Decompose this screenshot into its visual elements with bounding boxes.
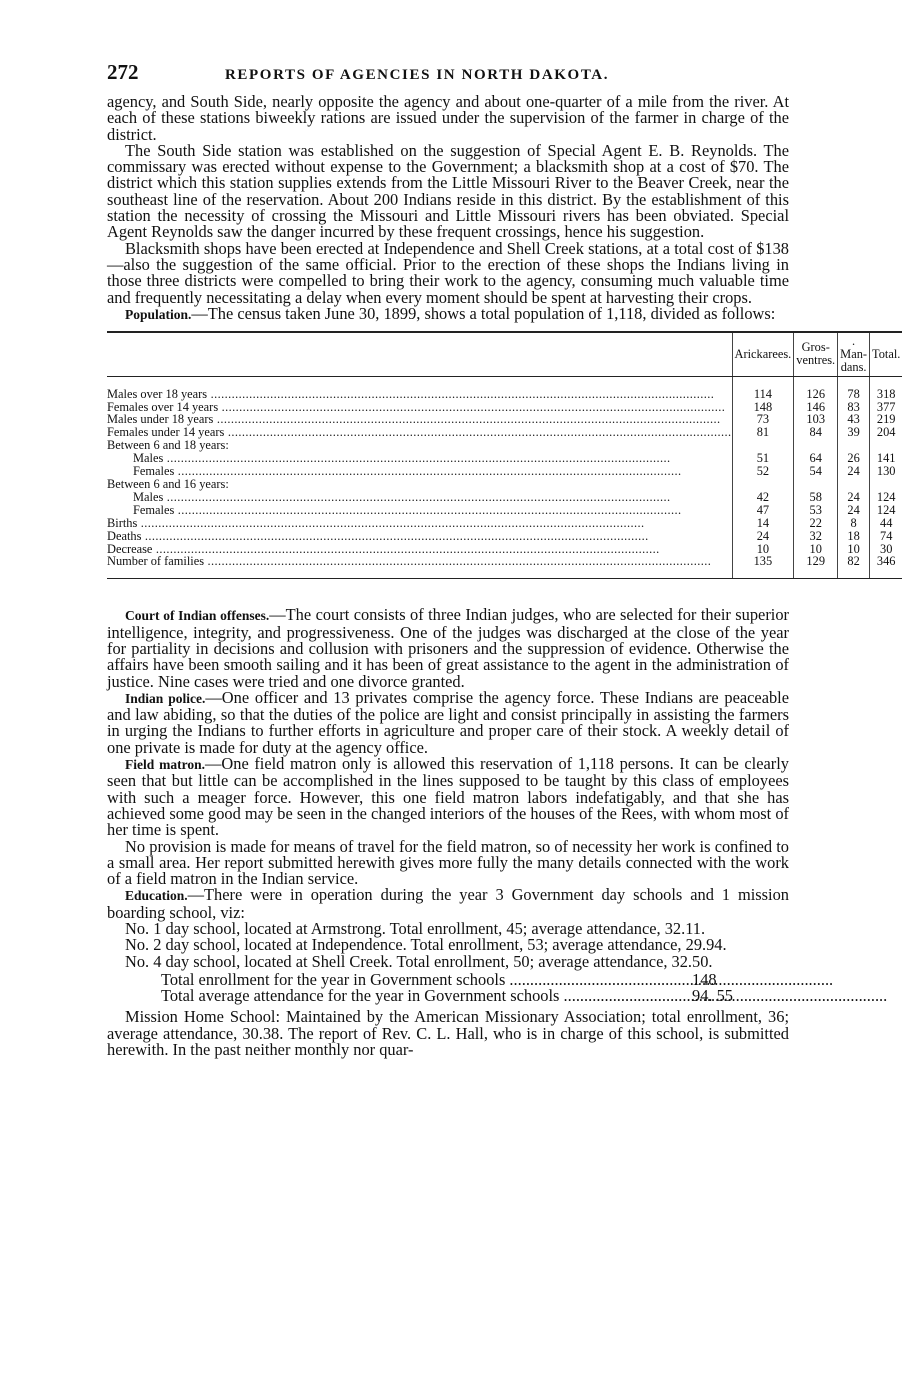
cell: 43 (838, 413, 870, 426)
cell: 30 (870, 543, 902, 556)
cell: 22 (794, 517, 838, 530)
cell: 24 (838, 491, 870, 504)
row-label: Males under 18 years ..... (107, 413, 732, 426)
cell: 146 (794, 401, 838, 414)
cell: 10 (732, 543, 794, 556)
cell: 114 (732, 376, 794, 400)
cell (732, 478, 794, 491)
cell: 51 (732, 452, 794, 465)
paragraph-court (107, 607, 789, 689)
row-label: Deaths ..... (107, 530, 732, 543)
police-heading: Indian police. (125, 690, 206, 706)
cell: 64 (794, 452, 838, 465)
education-heading: Education. (125, 888, 188, 904)
cell: 135 (732, 555, 794, 578)
total-enrollment-value: 148 (692, 969, 717, 989)
cell: 130 (870, 465, 902, 478)
matron-heading: Field matron. (125, 757, 206, 773)
row-label: Females ..... (107, 504, 732, 517)
page-number: 272 (107, 60, 139, 84)
cell: 219 (870, 413, 902, 426)
education-text: —There were in operation during the year 3 Government day schools and 1 mission boarding school, viz: (107, 885, 789, 922)
total-attendance-row (161, 988, 789, 1004)
cell: 10 (794, 543, 838, 556)
total-attendance-value: 94. 55 (692, 986, 733, 1006)
cell: 74 (870, 530, 902, 543)
cell: 204 (870, 426, 902, 439)
col-arickarees: Arickarees. (732, 332, 794, 376)
cell: 318 (870, 376, 902, 400)
cell: 148 (732, 401, 794, 414)
cell: 124 (870, 504, 902, 517)
table-row (107, 504, 902, 517)
school-4: No. 4 day school, located at Shell Creek. Total enrollment, 50; average attendance, 32.50. (125, 951, 713, 971)
cell: 8 (838, 517, 870, 530)
population-heading: Population. (125, 306, 192, 322)
page (107, 60, 901, 1060)
page-header (107, 60, 789, 94)
paragraph-south-side: The South Side station was established on the suggestion of Special Agent E. B. Reynolds. The commissary was erected without expense to the Government; a blacksmith shop at a cost of $70. The district which this station supplies extends from the Little Missouri River to the Beaver Creek, near the southeast line of the reservation. About 200 Indians reside in this district. By the establishment of this station the necessity of crossing the Missouri and Little Missouri rivers has been obviated. Special Agent Reynolds saw the danger incurred by these frequent crossings, hence his suggestion. (107, 140, 789, 242)
row-label: Females over 14 years ..... (107, 401, 732, 414)
paragraph-mission-school: Mission Home School: Maintained by the American Missionary Association; total enrollment, 36; average attendance, 30.38. The report of Rev. C. L. Hall, who is in charge of this school, is submitted herewith. In the past neither monthly nor quar- (107, 1007, 789, 1060)
col-gros-ventres: Gros- ventres. (794, 332, 838, 376)
cell: 346 (870, 555, 902, 578)
total-enrollment-label: Total enrollment for the year in Government schools ..... (161, 972, 688, 988)
cell: 54 (794, 465, 838, 478)
cell: 32 (794, 530, 838, 543)
row-label: Births ..... (107, 517, 732, 530)
row-label: Females ..... (107, 465, 732, 478)
cell: 129 (794, 555, 838, 578)
label-header (107, 332, 732, 376)
paragraph-matron-travel: No provision is made for means of travel for the field matron, so of necessity her work is confined to a small area. Her report submitted herewith gives more fully the many details connected with the work of a field matron in the Indian service. (107, 836, 789, 889)
row-group-label: Between 6 and 16 years: (107, 477, 229, 491)
paragraph-agency-stations: agency, and South Side, nearly opposite the agency and about one-quarter of a mile from the river. At each of these stations biweekly rations are issued under the supervision of the farmer in charge of the district. (107, 92, 789, 144)
cell: 58 (794, 491, 838, 504)
table-row (107, 478, 902, 491)
cell: 141 (870, 452, 902, 465)
col-total: Total. (870, 332, 902, 376)
cell: 44 (870, 517, 902, 530)
cell: 126 (794, 376, 838, 400)
cell: 39 (838, 426, 870, 439)
census-table (107, 331, 902, 579)
table-row (107, 376, 902, 400)
cell: 73 (732, 413, 794, 426)
total-attendance-label: Total average attendance for the year in Government schools ..... (161, 988, 688, 1004)
cell: 26 (838, 452, 870, 465)
school-2: No. 2 day school, located at Independence. Total enrollment, 53; average attendance, 29.94. (125, 935, 727, 955)
cell: 81 (732, 426, 794, 439)
paragraph-population (107, 303, 789, 323)
row-label: Decrease ..... (107, 543, 732, 556)
cell: 47 (732, 504, 794, 517)
cell (870, 478, 902, 491)
table-row (107, 517, 902, 530)
census-header-row (107, 332, 902, 376)
cell: 24 (838, 504, 870, 517)
table-row (107, 491, 902, 504)
population-text: —The census taken June 30, 1899, shows a total population of 1,118, divided as follows: (191, 303, 776, 323)
table-row (107, 555, 902, 578)
paragraph-police (107, 687, 790, 757)
row-label: Number of families ..... (107, 555, 732, 578)
cell: 78 (838, 376, 870, 400)
cell: 124 (870, 491, 902, 504)
school-totals (107, 969, 789, 1006)
cell (794, 478, 838, 491)
cell: 24 (838, 465, 870, 478)
row-label: Males over 18 years ..... (107, 376, 732, 400)
cell (838, 478, 870, 491)
running-title: REPORTS OF AGENCIES IN NORTH DAKOTA. (225, 67, 610, 83)
cell: 42 (732, 491, 794, 504)
cell: 84 (794, 426, 838, 439)
row-label: Males ..... (107, 452, 732, 465)
col-mandans: . Man- dans. (838, 332, 870, 376)
cell: 103 (794, 413, 838, 426)
police-text: —One officer and 13 privates comprise the agency force. These Indians are peaceable and law abiding, so that the duties of the police are light and consist principally in assisting the farmers in urging the Indians to further efforts in agriculture and proper care of their stock. A weekly detail of one private is made for duty at the agency office. (107, 687, 790, 757)
table-row (107, 530, 902, 543)
row-label: Females under 14 years ..... (107, 426, 732, 439)
cell: 24 (732, 530, 794, 543)
matron-text: —One field matron only is allowed this reservation of 1,118 persons. It can be clearly seen that but little can be accomplished in the lines supposed to be taught by this class of employees with such a meager force. However, this one field matron labors indefatigably, and that she has achieved some good may be seen in the changed interiors of the houses of the Rees, with whom most of her time is spent. (107, 754, 789, 840)
cell: 10 (838, 543, 870, 556)
cell: 14 (732, 517, 794, 530)
row-group-label: Between 6 and 18 years: (107, 438, 229, 453)
paragraph-education (107, 887, 789, 921)
school-1: No. 1 day school, located at Armstrong. Total enrollment, 45; average attendance, 32.11. (125, 918, 706, 938)
cell: 377 (870, 401, 902, 414)
court-heading: Court of Indian offenses. (125, 608, 270, 624)
paragraph-field-matron (107, 756, 789, 838)
cell: 53 (794, 504, 838, 517)
paragraph-blacksmith: Blacksmith shops have been erected at Independence and Shell Creek stations, at a total cost of $138—also the suggestion of the same official. Prior to the erection of these shops the Indians living in those three districts were compelled to bring their work to the agency, consuming much valuable time and frequently necessitating a delay when every moment should be spent at harvesting their crops. (107, 238, 789, 307)
cell: 18 (838, 530, 870, 543)
row-label: Males ..... (107, 491, 732, 504)
court-text: —The court consists of three Indian judges, who are selected for their superior intelligence, integrity, and progressiveness. One of the judges was discharged at the close of the year for partiality in decisions and collusion with prisoners and the suppression of evidence. Otherwise the affairs have been smooth sailing and it has been of great assistance to the agent in the administration of justice. Nine cases were tried and one divorce granted. (107, 605, 789, 691)
cell: 52 (732, 465, 794, 478)
cell: 82 (838, 555, 870, 578)
cell: 83 (838, 401, 870, 414)
